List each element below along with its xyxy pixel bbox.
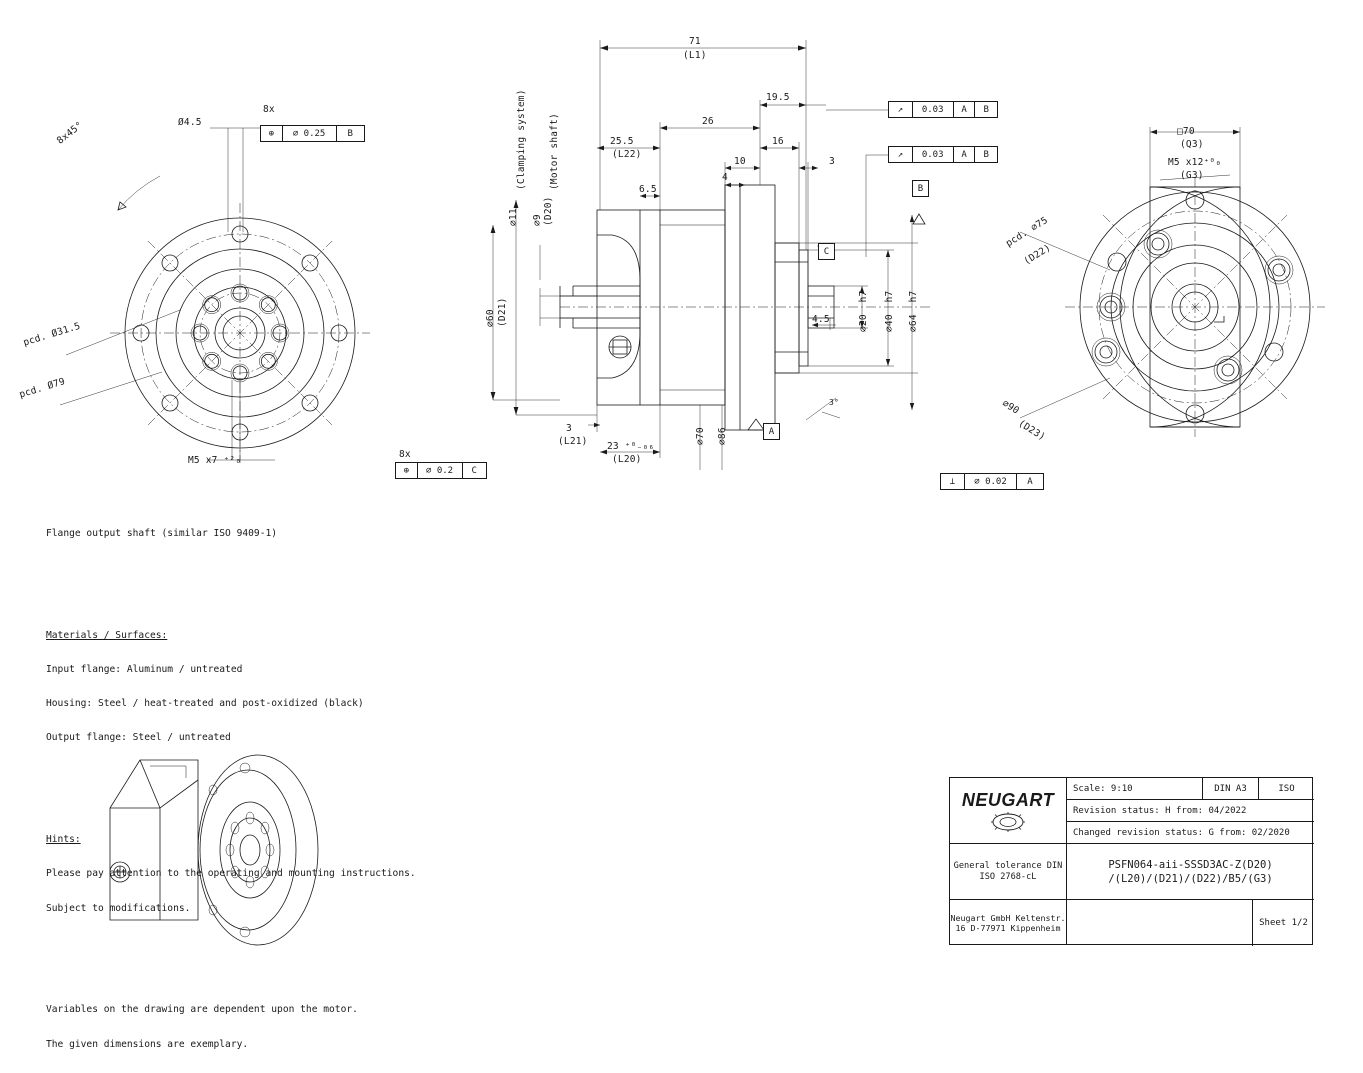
left-view-thread-label: M5 x7 ⁺²₀ <box>188 455 242 466</box>
label-clamping-system: (Clamping system) <box>516 89 527 190</box>
left-view-pcd-79: pcd. Ø79 <box>18 376 67 401</box>
left-view-angle-label: 8x45° <box>55 119 86 147</box>
left-view-thread-count: 8x <box>399 449 411 460</box>
tol-datum-b: B <box>983 104 989 115</box>
part-number-line-2: /(L20)/(D21)/(D22)/B5/(G3) <box>1108 872 1273 885</box>
tol-datum-a: A <box>954 102 976 117</box>
tol-datum-a: A <box>1027 476 1033 487</box>
dim-26: 26 <box>702 116 714 127</box>
dim-l1-tag: (L1) <box>683 50 707 61</box>
part-number-line-1: PSFN064-aii-SSSD3AC-Z(D20) <box>1108 858 1273 871</box>
section-view-geometry <box>491 40 930 470</box>
tol-symbol-runout: ↗ <box>889 147 913 162</box>
dim-dia-64-h7: ⌀64 h7 <box>908 290 919 332</box>
title-block-right-column <box>1067 778 1314 944</box>
position-tolerance-frame-bottom <box>395 462 487 479</box>
note-variables-1: The given dimensions are exemplary. <box>46 1038 249 1050</box>
title-block-bottom-row <box>1067 900 1314 946</box>
dim-l20-tag: (L20) <box>612 454 642 465</box>
sheet-format: DIN A3 <box>1202 778 1258 799</box>
revision-status: Revision status: H from: 04/2022 <box>1067 800 1314 822</box>
right-view-geometry <box>1020 127 1325 437</box>
datum-c: C <box>818 243 835 260</box>
note-hint-0: Please pay attention to the operating and mounting instructions. <box>46 868 416 880</box>
position-tolerance-frame-top <box>260 125 365 142</box>
dim-l22-value: 25.5 <box>610 136 634 147</box>
right-view-thread-m5: M5 x12⁺⁰₀ <box>1168 157 1222 168</box>
dim-angle-3: 3° <box>829 398 840 407</box>
dim-d21-tag: (D21) <box>497 297 508 327</box>
note-materials-heading: Materials / Surfaces: <box>46 629 168 641</box>
brand-name: NEUGART <box>961 789 1055 810</box>
blank-cell <box>1067 900 1252 946</box>
tol-symbol-runout: ↗ <box>889 102 913 117</box>
note-variables-0: Variables on the drawing are dependent upon the motor. <box>46 1004 358 1016</box>
perpendicularity-tolerance-frame <box>940 473 1044 490</box>
note-material-1: Housing: Steel / heat-treated and post-oxidized (black) <box>46 698 364 710</box>
dim-dia-11: ⌀11 <box>508 208 519 226</box>
dim-4: 4 <box>722 172 728 183</box>
right-view-d23-tag: (D23) <box>1016 418 1048 444</box>
dim-dia-9: ⌀9 <box>532 214 543 226</box>
tol-symbol-perpendicularity: ⊥ <box>941 474 965 489</box>
changed-revision-status: Changed revision status: G from: 02/2020 <box>1067 822 1314 844</box>
dim-dia-70: ⌀70 <box>695 427 706 445</box>
scale-label: Scale: 9:10 <box>1073 783 1133 794</box>
dim-l22-tag: (L22) <box>612 149 642 160</box>
right-view-d22-tag: (D22) <box>1022 242 1053 268</box>
part-number <box>1067 844 1314 900</box>
note-hint-1: Subject to modifications. <box>46 902 191 914</box>
left-view-hole-diameter: Ø4.5 <box>178 117 202 128</box>
left-view-pcd-31-5: pcd. Ø31.5 <box>22 320 82 349</box>
tol-datum-b: B <box>983 149 989 160</box>
note-material-2: Output flange: Steel / untreated <box>46 732 231 744</box>
sheet-number: Sheet 1/2 <box>1252 900 1314 946</box>
right-view-g3-tag: (G3) <box>1180 170 1204 181</box>
company-address: Neugart GmbH Keltenstr. 16 D-77971 Kippenheim <box>950 912 1066 933</box>
company-logo <box>950 778 1066 844</box>
dim-6-5: 6.5 <box>639 184 657 195</box>
tol-datum-a: A <box>954 147 976 162</box>
dim-3-top: 3 <box>829 156 835 167</box>
runout-tolerance-frame-1 <box>888 101 998 118</box>
dim-19-5: 19.5 <box>766 92 790 103</box>
dim-dia-60: ⌀60 <box>485 309 496 327</box>
tol-value: 0.03 <box>913 147 954 162</box>
tol-value: ⌀ 0.02 <box>965 474 1017 489</box>
note-material-0: Input flange: Aluminum / untreated <box>46 663 243 675</box>
note-flange-line: Flange output shaft (similar ISO 9409-1) <box>46 527 278 539</box>
tol-value: 0.03 <box>913 102 954 117</box>
label-motor-shaft: (Motor shaft) <box>549 113 560 190</box>
dim-16: 16 <box>772 136 784 147</box>
tol-symbol-position: ⊕ <box>261 126 283 141</box>
tol-value: ⌀ 0.25 <box>283 126 337 141</box>
runout-tolerance-frame-2 <box>888 146 998 163</box>
right-view-dia-90: ⌀90 <box>1000 398 1022 417</box>
dim-l20-value: 23 ⁺⁰₋₀₆ <box>607 441 655 452</box>
dim-l21-value: 3 <box>566 423 572 434</box>
dim-d20-tag: (D20) <box>543 196 554 226</box>
dim-l21-tag: (L21) <box>558 436 588 447</box>
notes-block <box>46 505 416 1073</box>
title-block-left-column <box>950 778 1067 944</box>
dim-10: 10 <box>734 156 746 167</box>
tol-datum: B <box>347 128 353 139</box>
datum-b: B <box>912 180 929 197</box>
right-view-pcd-75: pcd. ⌀75 <box>1004 214 1050 250</box>
title-block <box>949 777 1313 945</box>
tol-datum: C <box>471 465 477 476</box>
dim-dia-40-h7: ⌀40 h7 <box>884 290 895 332</box>
dim-l1-value: 71 <box>689 36 701 47</box>
scale-row <box>1067 778 1314 800</box>
gear-icon <box>991 812 1025 832</box>
datum-a: A <box>763 423 780 440</box>
dim-dia-86: ⌀86 <box>717 427 728 445</box>
right-view-q3-tag: (Q3) <box>1180 139 1204 150</box>
projection-standard: ISO <box>1258 778 1314 799</box>
dim-dia-20-h7: ⌀20 h7 <box>858 290 869 332</box>
note-hints-heading: Hints: <box>46 834 81 846</box>
left-view-geometry <box>60 128 370 463</box>
tol-symbol-position: ⊕ <box>396 463 418 478</box>
general-tolerance: General tolerance DIN ISO 2768-cL <box>950 844 1066 900</box>
dim-4-5: 4.5 <box>812 314 830 325</box>
right-view-square-70: □70 <box>1177 126 1195 137</box>
left-view-hole-count: 8x <box>263 104 275 115</box>
tol-value: ⌀ 0.2 <box>418 463 463 478</box>
